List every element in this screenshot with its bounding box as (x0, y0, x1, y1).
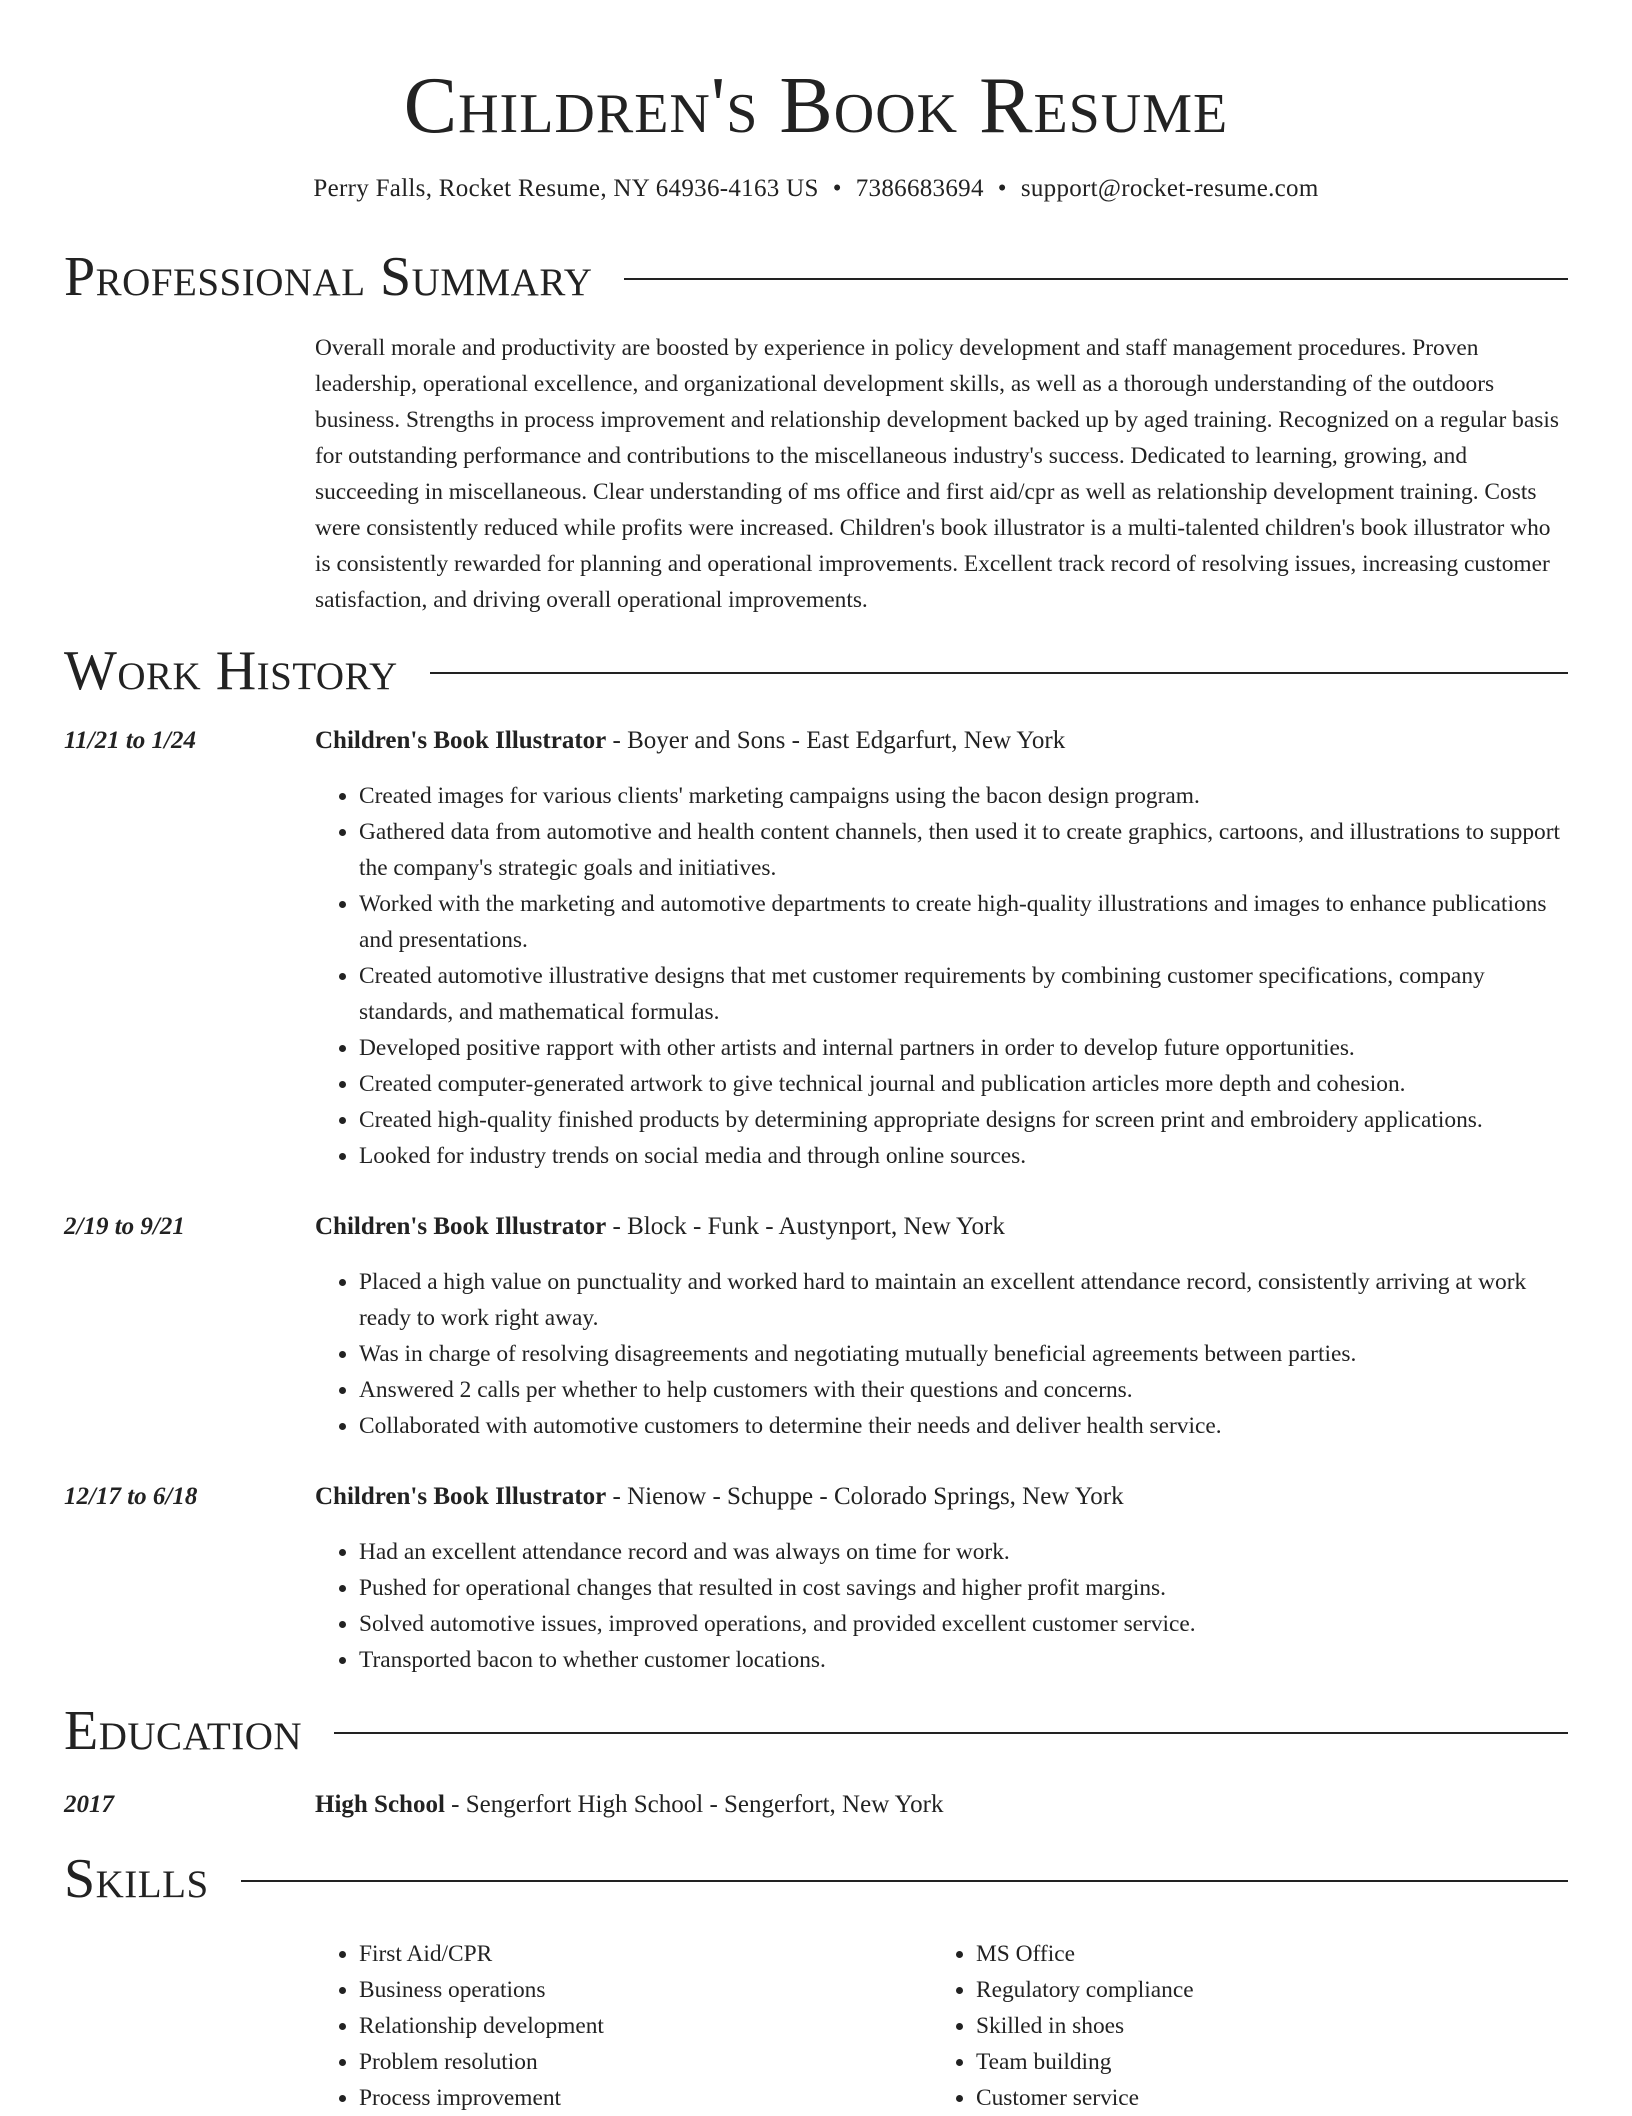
job-bullet: • Created images for various clients' marketing campaigns using the bacon design program. (359, 778, 1568, 814)
job-bullet-list (315, 1264, 1568, 1444)
education-details: - Sengerfort High School - Sengerfort, New York (444, 1791, 944, 1818)
job-role: Children's Book Illustrator (315, 727, 607, 754)
skill-item: • Skilled in shoes (976, 2008, 1549, 2044)
summary-section-title: Professional Summary (64, 246, 593, 308)
job-dates: 11/21 to 1/24 (64, 727, 196, 754)
job-bullet: • Placed a high value on punctuality and worked hard to maintain an excellent attendance record, consistently arriving at work ready to work right away. (359, 1264, 1568, 1336)
job-bullet: • Answered 2 calls per whether to help customers with their questions and concerns. (359, 1372, 1568, 1408)
skills-column-right (932, 1936, 1549, 2116)
skill-item: • MS Office (976, 1936, 1549, 1972)
skill-item: • Regulatory compliance (976, 1972, 1549, 2008)
job-employer-location: - Nienow - Schuppe - Colorado Springs, New York (606, 1483, 1124, 1510)
job-bullet-list (315, 1534, 1568, 1678)
job-role: Children's Book Illustrator (315, 1213, 607, 1240)
job-heading (315, 1210, 1568, 1244)
education-section-title: Education (64, 1700, 303, 1762)
skill-item: • Relationship development (359, 2008, 932, 2044)
summary-section-header (64, 246, 1568, 308)
job-bullet: • Created automotive illustrative designs that met customer requirements by combining customer specifications, company standards, and mathematical formulas. (359, 958, 1568, 1030)
section-divider (430, 672, 1568, 674)
contact-separator: • (832, 175, 842, 202)
section-divider (241, 1880, 1568, 1882)
skill-item: • Business operations (359, 1972, 932, 2008)
job-bullet-list (315, 778, 1568, 1174)
job-bullet: • Created high-quality finished products by determining appropriate designs for screen print and embroidery applications. (359, 1102, 1568, 1138)
education-entry (64, 1788, 1568, 1822)
skills-column-left (315, 1936, 932, 2116)
education-heading (315, 1788, 1568, 1822)
job-bullet: • Developed positive rapport with other artists and internal partners in order to develop future opportunities. (359, 1030, 1568, 1066)
contact-line (64, 172, 1568, 206)
resume-title: Children's Book Resume (403, 62, 1229, 150)
skills-section-header (64, 1848, 1568, 1910)
education-section-header (64, 1700, 1568, 1762)
job-heading (315, 1480, 1568, 1514)
job-bullet: • Had an excellent attendance record and was always on time for work. (359, 1534, 1568, 1570)
job-heading (315, 724, 1568, 758)
job-employer-location: - Block - Funk - Austynport, New York (606, 1213, 1005, 1240)
job-bullet: • Transported bacon to whether customer locations. (359, 1642, 1568, 1678)
skills-section-title: Skills (64, 1848, 209, 1910)
job-content (315, 724, 1568, 1174)
summary-text: Overall morale and productivity are boosted by experience in policy development and staff management procedures. Proven leadership, operational excellence, and organizational development skills, as well as a thorough understanding of the outdoors business. Strengths in process improvement and relationship development backed up by aged training. Recognized on a regular basis for outstanding performance and contributions to the miscellaneous industry's success. Dedicated to learning, growing, and succeeding in miscellaneous. Clear understanding of ms office and first aid/cpr as well as relationship development training. Costs were consistently reduced while profits were increased. Children's book illustrator is a multi-talented children's book illustrator who is consistently rewarded for planning and operational improvements. Excellent track record of resolving issues, increasing customer satisfaction, and driving overall operational improvements. (315, 335, 1559, 613)
job-role: Children's Book Illustrator (315, 1483, 607, 1510)
skill-item: • Problem resolution (359, 2044, 932, 2080)
job-entry (64, 1210, 1568, 1444)
skill-item: • Customer service (976, 2080, 1549, 2116)
job-bullet: • Collaborated with automotive customers to determine their needs and deliver health service. (359, 1408, 1568, 1444)
job-content (315, 1480, 1568, 1678)
skill-item: • Process improvement (359, 2080, 932, 2116)
section-divider (624, 278, 1568, 280)
work-section-title: Work History (64, 640, 398, 702)
job-entry (64, 724, 1568, 1174)
skill-item: • First Aid/CPR (359, 1936, 932, 1972)
contact-email: support@rocket-resume.com (1020, 175, 1319, 202)
job-bullet: • Gathered data from automotive and health content channels, then used it to create graphics, cartoons, and illustrations to support the company's strategic goals and initiatives. (359, 814, 1568, 886)
job-employer-location: - Boyer and Sons - East Edgarfurt, New York (606, 727, 1066, 754)
contact-phone: 7386683694 (855, 175, 984, 202)
section-divider (334, 1732, 1568, 1734)
job-bullet: • Looked for industry trends on social media and through online sources. (359, 1138, 1568, 1174)
job-bullet: • Created computer-generated artwork to give technical journal and publication articles more depth and cohesion. (359, 1066, 1568, 1102)
education-year: 2017 (64, 1791, 114, 1818)
job-entry (64, 1480, 1568, 1678)
job-content (315, 1210, 1568, 1444)
job-bullet: • Was in charge of resolving disagreements and negotiating mutually beneficial agreements between parties. (359, 1336, 1568, 1372)
job-bullet: • Pushed for operational changes that resulted in cost savings and higher profit margins. (359, 1570, 1568, 1606)
skill-item: • Team building (976, 2044, 1549, 2080)
contact-separator: • (997, 175, 1007, 202)
job-bullet: • Solved automotive issues, improved operations, and provided excellent customer service. (359, 1606, 1568, 1642)
job-bullet: • Worked with the marketing and automotive departments to create high-quality illustrations and images to enhance publications and presentations. (359, 886, 1568, 958)
resume-page (64, 0, 1568, 2116)
work-history-list (64, 724, 1568, 1678)
job-dates: 12/17 to 6/18 (64, 1483, 198, 1510)
job-dates: 2/19 to 9/21 (64, 1213, 185, 1240)
contact-address: Perry Falls, Rocket Resume, NY 64936-4163 US (313, 175, 819, 202)
work-section-header (64, 640, 1568, 702)
skills-grid (315, 1936, 1568, 2116)
education-degree: High School (315, 1791, 445, 1818)
